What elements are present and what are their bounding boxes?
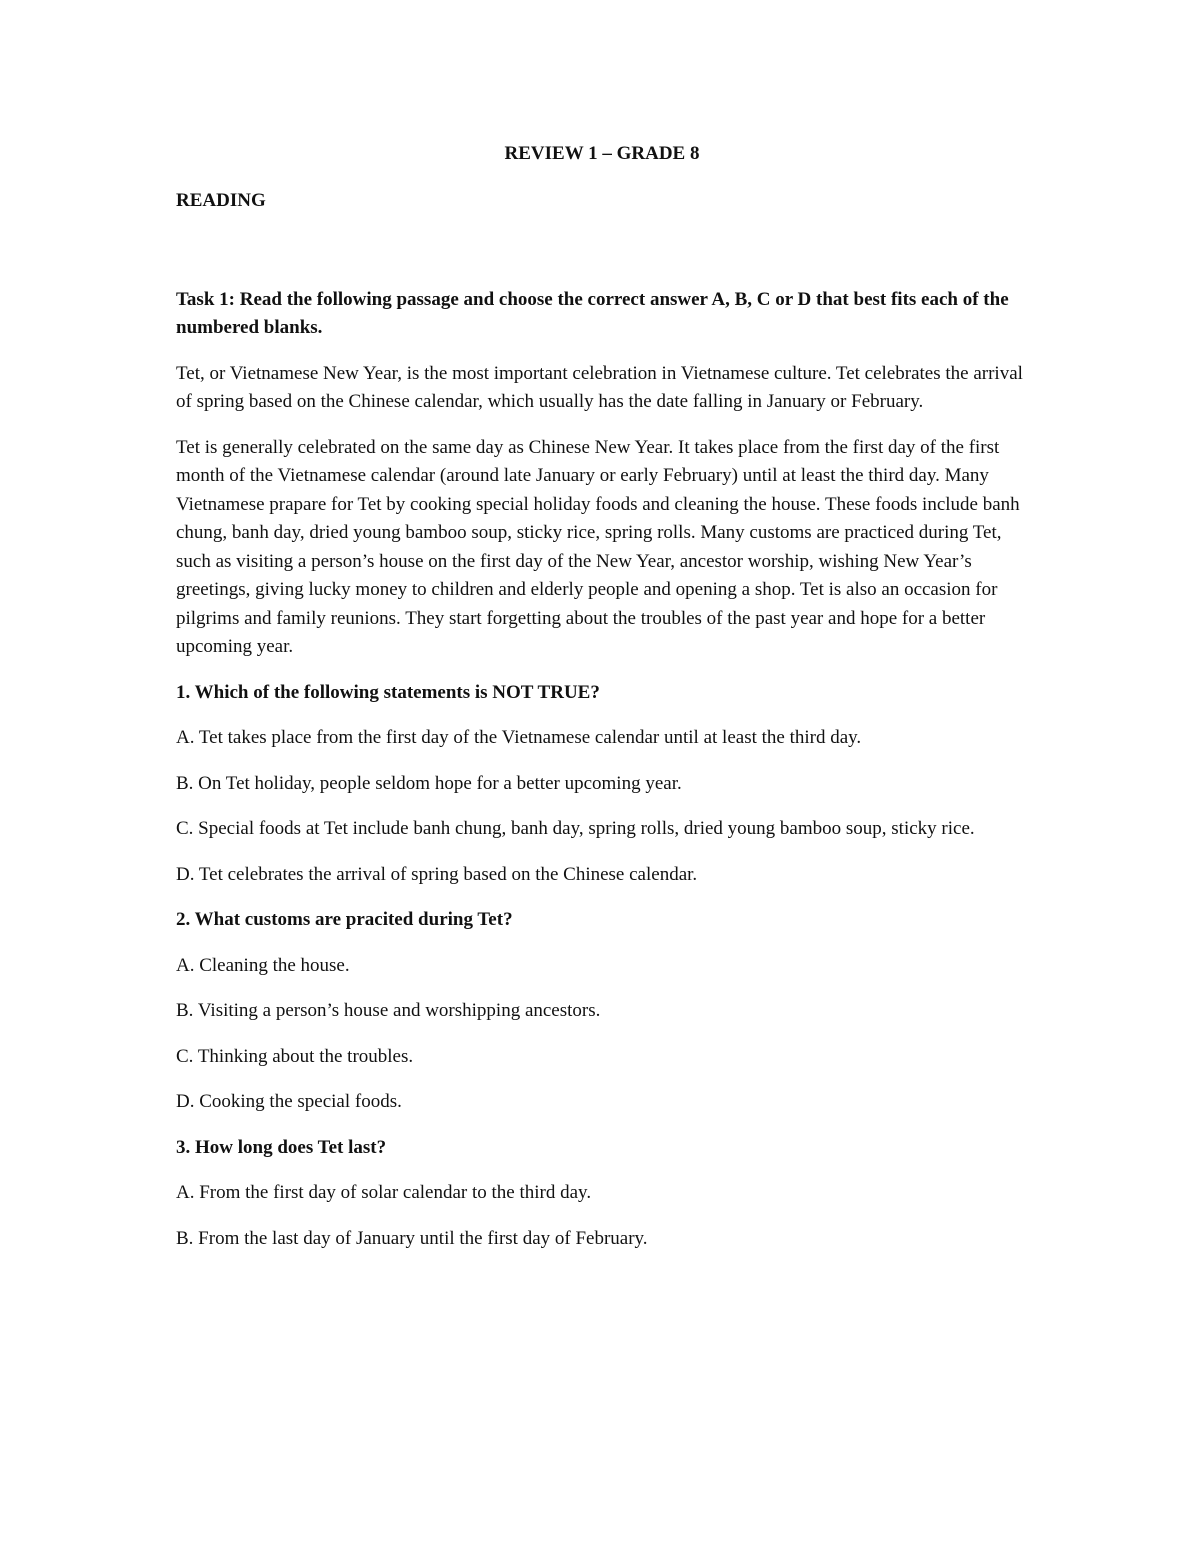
passage-paragraph: Tet is generally celebrated on the same day as Chinese New Year. It takes place from the first day of the first month of the Vietnamese calendar (around late January or early February) until at least the third day. Many Vietnamese prapare for Tet by cooking special holiday foods and cleaning the house. These foods include banh chung, banh day, dried young bamboo soup, sticky rice, spring rolls. Many customs are practiced during Tet, such as visiting a person’s house on the first day of the New Year, ancestor worship, wishing New Year’s greetings, giving lucky money to children and elderly people and opening a shop. Tet is also an occasion for pilgrims and family reunions. They start forgetting about the troubles of the past year and hope for a better upcoming year.	[176, 436, 1020, 657]
section-heading: READING	[176, 190, 266, 211]
question-1-option-a: A. Tet takes place from the first day of the Vietnamese calendar until at least the third day.	[176, 727, 862, 748]
document-title: REVIEW 1 – GRADE 8	[504, 143, 700, 164]
question-3: 3. How long does Tet last?	[176, 1136, 387, 1158]
question-1-option-b: B. On Tet holiday, people seldom hope for a better upcoming year.	[176, 772, 682, 794]
question-2-option-b: B. Visiting a person’s house and worshipping ancestors.	[176, 1000, 601, 1021]
question-2-option-d: D. Cooking the special foods.	[176, 1091, 402, 1112]
document-page	[176, 140, 1028, 1253]
question-2-option-c: C. Thinking about the troubles.	[176, 1045, 414, 1067]
question-1: 1. Which of the following statements is NOT TRUE?	[176, 681, 600, 703]
question-1-option-c: C. Special foods at Tet include banh chung, banh day, spring rolls, dried young bamboo soup, sticky rice.	[176, 818, 975, 839]
question-3-option-a: A. From the first day of solar calendar to the third day.	[176, 1182, 592, 1203]
question-3-option-b: B. From the last day of January until the first day of February.	[176, 1227, 648, 1249]
question-2: 2. What customs are pracited during Tet?	[176, 909, 513, 930]
question-2-option-a: A. Cleaning the house.	[176, 954, 350, 976]
task-instructions: Task 1: Read the following passage and choose the correct answer A, B, C or D that best fits each of the numbered blanks.	[176, 288, 1009, 338]
passage-paragraph: Tet, or Vietnamese New Year, is the most important celebration in Vietnamese culture. Tet celebrates the arrival of spring based on the Chinese calendar, which usually has the date falling in January or February.	[176, 362, 1023, 412]
question-1-option-d: D. Tet celebrates the arrival of spring based on the Chinese calendar.	[176, 863, 698, 885]
